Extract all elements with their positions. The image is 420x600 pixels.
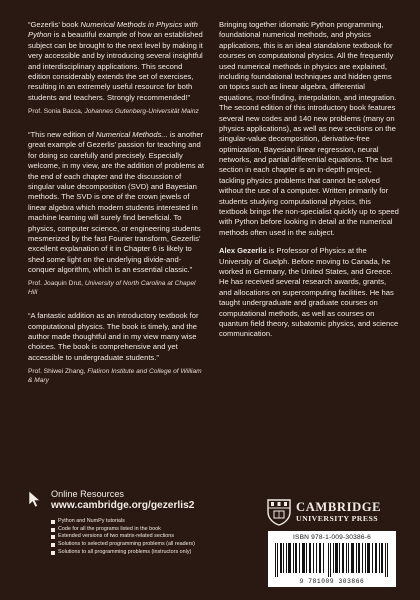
author-bio: Alex Gezerlis is Professor of Physics at the University of Guelph. Before moving to Canada, he worked in Germany, the United States, and Greece. He has received several research awards, grants, and allocations on supercomputing facilities. He has taught undergraduate and graduate courses on computational methods, as well as courses on quantum field theory, subatomic physics, and science communication. [219,246,399,339]
publisher-logo [267,499,381,526]
bullet-square-icon [51,528,55,532]
online-resources [28,489,218,557]
endorsement-quote: “A fantastic addition as an introductory textbook for computational physics. The book is timely, and the author made thoughtful and in my view many wise choices. The book is comprehensive and yet accessible to undergraduate students.” [28,311,199,362]
endorsement-attribution: Prof. Joaquin Drut, University of North Carolina at Chapel Hill [28,280,196,297]
author-name: Alex Gezerlis [219,246,267,256]
barcode [268,531,396,587]
list-item: Solutions to selected programming problems (all readers) [51,541,218,549]
list-item: Solutions to all programming problems (instructors only) [51,549,218,557]
barcode-bars [273,543,391,577]
book-title: Numerical Methods in Physics with Python [28,20,198,40]
bullet-square-icon [51,535,55,539]
endorsement [28,20,206,117]
list-item: Code for all the programs listed in the book [51,526,218,534]
endorsements-column [28,20,206,399]
endorsement-attribution: Prof. Shiwei Zhang, Flatiron Institute and College of William & Mary [28,368,202,385]
list-item: Extended versions of two matrix-related sections [51,533,218,541]
endorsement-quote: “This new edition of Numerical Methods... is another great example of Gezerlis’ passion for teaching and for doing so carefully and precisely. Especially welcome, in my view, are the addition of problems at the end of each chapter and the discussion of singular value decomposition (SVD) and Bayesian methods. The SVD is one of the crown jewels of linear algebra which modern students interested in machine learning will surely find beneficial. To physics, computer science, or engineering students mesmerized by the fast Fourier transform, Gezerlis’ excellent explanation of it in Chapter 6 is likely to shed some light on the underlying divide-and-conquer algorithm, which is an essential classic.” [28,130,205,275]
endorsement-quote: “Gezerlis’ book Numerical Methods in Physics with Python is a beautiful example of how an established subject can be brought to the next level by making it very accessible and by introducing several insightful and interdisciplinary applications. This second edition considerably extends the set of exercises, resulting in an extremely useful resource for both students and teachers. Strongly recommended!” [28,20,203,102]
publisher-subname: UNIVERSITY PRESS [296,514,379,524]
isbn-label: ISBN 978-1-009-30386-6 [292,534,372,541]
publisher-name: CAMBRIDGE [296,500,382,515]
list-item: Python and NumPy tutorials [51,518,218,526]
endorsement-attribution: Prof. Sonia Bacca, Johannes Gutenberg-Universität Mainz [28,108,199,116]
endorsement [28,311,206,386]
online-resources-title: Online Resources [51,489,125,499]
bullet-square-icon [51,551,55,555]
book-title: Numerical Methods... [95,130,168,140]
resources-list [51,518,218,557]
online-resources-link[interactable]: www.cambridge.org/gezerlis2 [51,500,195,512]
bullet-square-icon [51,543,55,547]
description-column [219,20,399,340]
book-description: Bringing together idiomatic Python programming, foundational numerical methods, and physics applications, this is an ideal standalone textbook for courses on computational physics. All the frequently used numerical methods in physics are explained, including foundational techniques and hidden gems on topics such as linear algebra, differential equations, root-finding, interpolation, and integration. The second edition of this introductory book features several new codes and 140 new problems (many on physics applications), as well as new sections on the singular-value decomposition, derivative-free optimization, Bayesian linear regression, neural networks, and partial differential equations. The last section in each chapter is an in-depth project, tackling physics problems that cannot be solved without the use of a computer. Written primarily for students studying computational physics, this textbook brings the non-specialist quickly up to speed with Python before looking in detail at the numerical methods often used in the subject. [219,20,399,237]
endorsement [28,130,206,298]
bullet-square-icon [51,520,55,524]
cambridge-shield-icon [267,499,291,526]
cursor-arrow-icon [28,490,44,508]
barcode-number: 9 781009 303866 [299,578,365,585]
